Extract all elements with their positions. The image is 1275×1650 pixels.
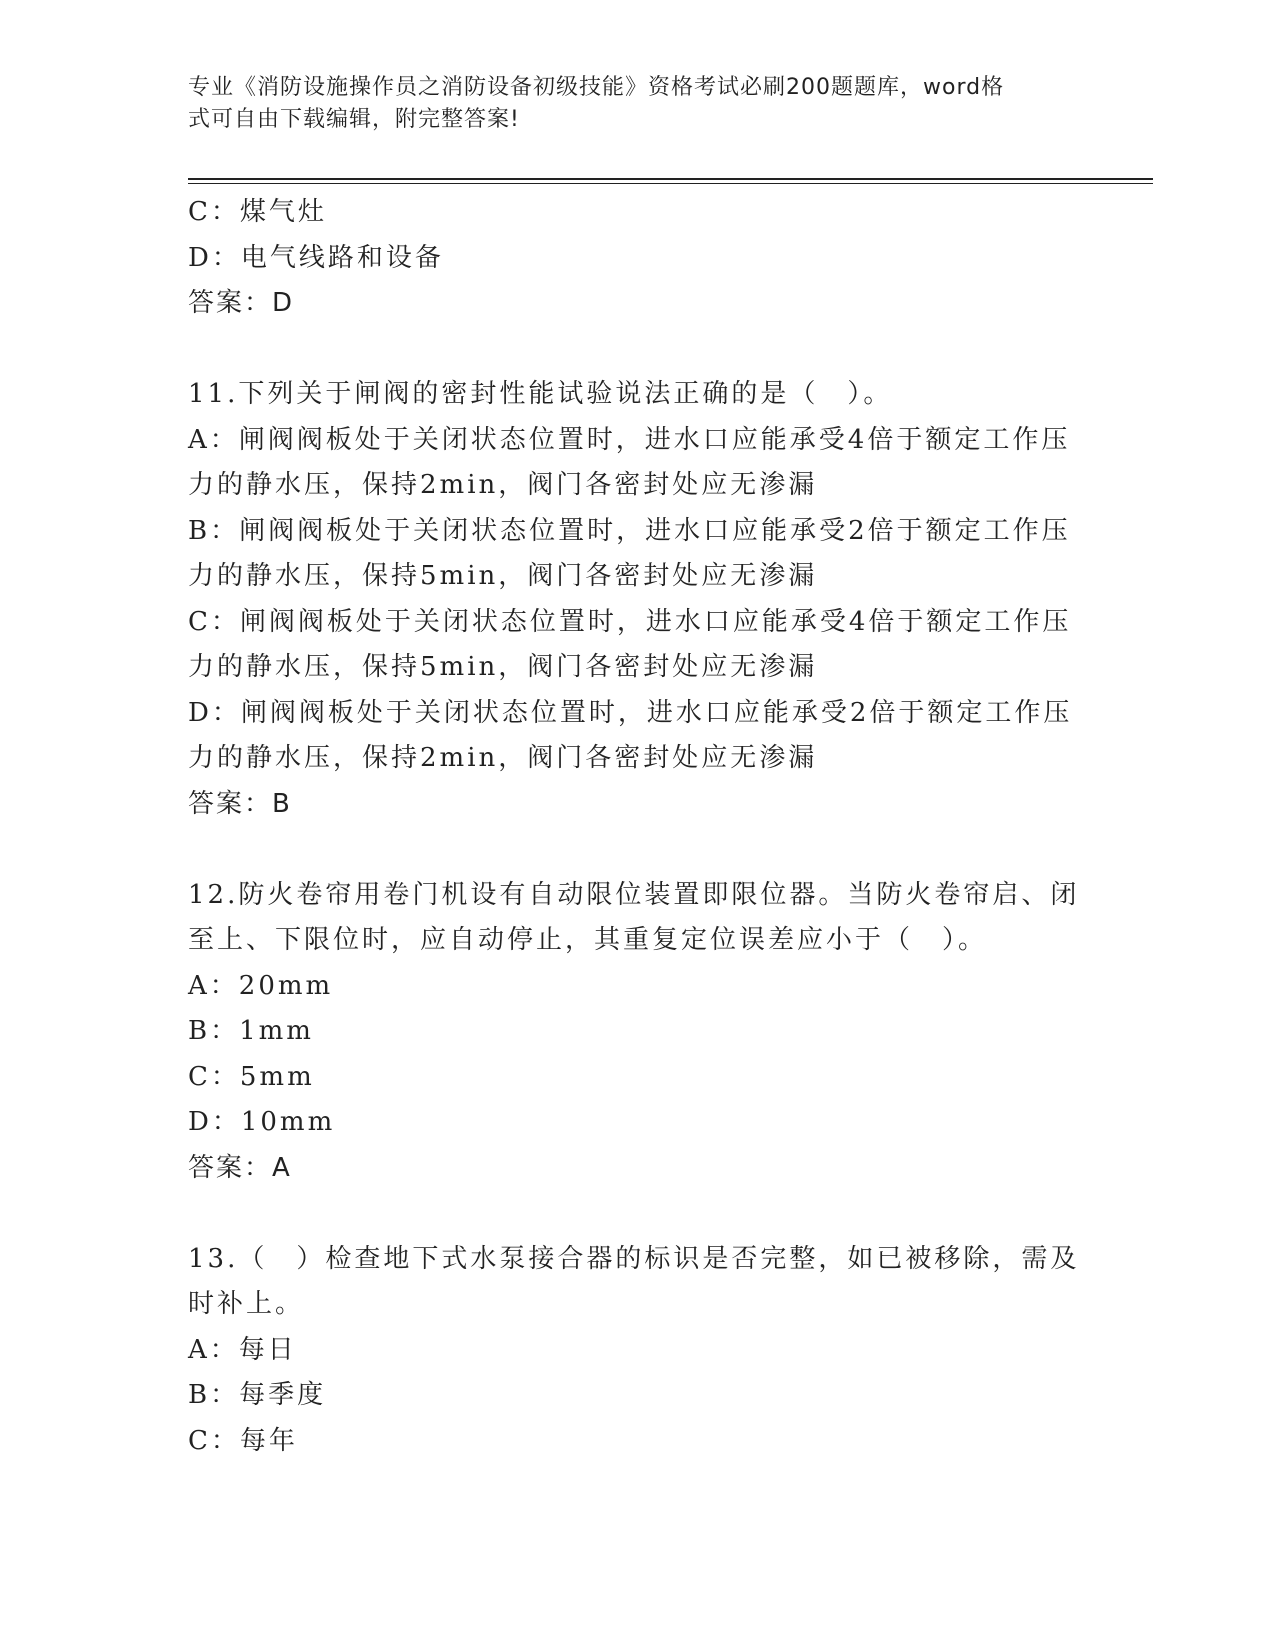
header-title-line-1: 专业《消防设施操作员之消防设备初级技能》资格考试必刷200题题库，word格 xyxy=(188,75,1005,100)
option-d: D：闸阀阀板处于关闭状态位置时，进水口应能承受2倍于额定工作压 xyxy=(188,697,1073,728)
option-b-continued: 力的静水压，保持5min，阀门各密封处应无渗漏 xyxy=(188,561,818,591)
option-b: B：1mm xyxy=(188,1016,314,1046)
answer: 答案：D xyxy=(188,288,295,318)
option-c-continued: 力的静水压，保持5min，阀门各密封处应无渗漏 xyxy=(188,652,818,682)
option-d: D：10mm xyxy=(188,1107,336,1137)
header-divider-thick xyxy=(188,178,1153,180)
question-13 xyxy=(188,1237,1088,1465)
previous-question xyxy=(188,190,1088,327)
option-d-continued: 力的静水压，保持2min，阀门各密封处应无渗漏 xyxy=(188,743,818,773)
option-b: B：每季度 xyxy=(188,1380,327,1410)
answer: 答案：A xyxy=(188,1152,292,1183)
option-d: D：电气线路和设备 xyxy=(188,242,444,273)
spacer xyxy=(188,827,1088,873)
option-c: C：闸阀阀板处于关闭状态位置时，进水口应能承受4倍于额定工作压 xyxy=(188,606,1072,637)
option-a-continued: 力的静水压，保持2min，阀门各密封处应无渗漏 xyxy=(188,470,818,500)
spacer xyxy=(188,327,1088,373)
option-b: B：闸阀阀板处于关闭状态位置时，进水口应能承受2倍于额定工作压 xyxy=(188,515,1071,546)
page-header xyxy=(188,72,1068,136)
question-12 xyxy=(188,873,1088,1192)
question-stem-continued: 时补上。 xyxy=(188,1289,305,1319)
answer: 答案：B xyxy=(188,788,292,819)
option-c: C：每年 xyxy=(188,1425,298,1456)
option-a: A：闸阀阀板处于关闭状态位置时，进水口应能承受4倍于额定工作压 xyxy=(188,424,1071,455)
question-stem: 11.下列关于闸阀的密封性能试验说法正确的是（ ）。 xyxy=(188,379,893,409)
option-c: C：5mm xyxy=(188,1061,315,1092)
option-a: A：20mm xyxy=(188,970,334,1001)
spacer xyxy=(188,1191,1088,1237)
header-title-line-2: 式可自由下载编辑，附完整答案! xyxy=(188,107,520,132)
question-stem: 13.（ ）检查地下式水泵接合器的标识是否完整，如已被移除，需及 xyxy=(188,1243,1080,1274)
question-list xyxy=(188,190,1088,1464)
question-11 xyxy=(188,372,1088,827)
question-stem: 12.防火卷帘用卷门机设有自动限位装置即限位器。当防火卷帘启、闭 xyxy=(188,879,1080,910)
option-c: C：煤气灶 xyxy=(188,197,327,227)
header-divider-thin xyxy=(188,183,1153,184)
question-stem-continued: 至上、下限位时，应自动停止，其重复定位误差应小于（ ）。 xyxy=(188,925,988,955)
option-a: A：每日 xyxy=(188,1334,297,1365)
